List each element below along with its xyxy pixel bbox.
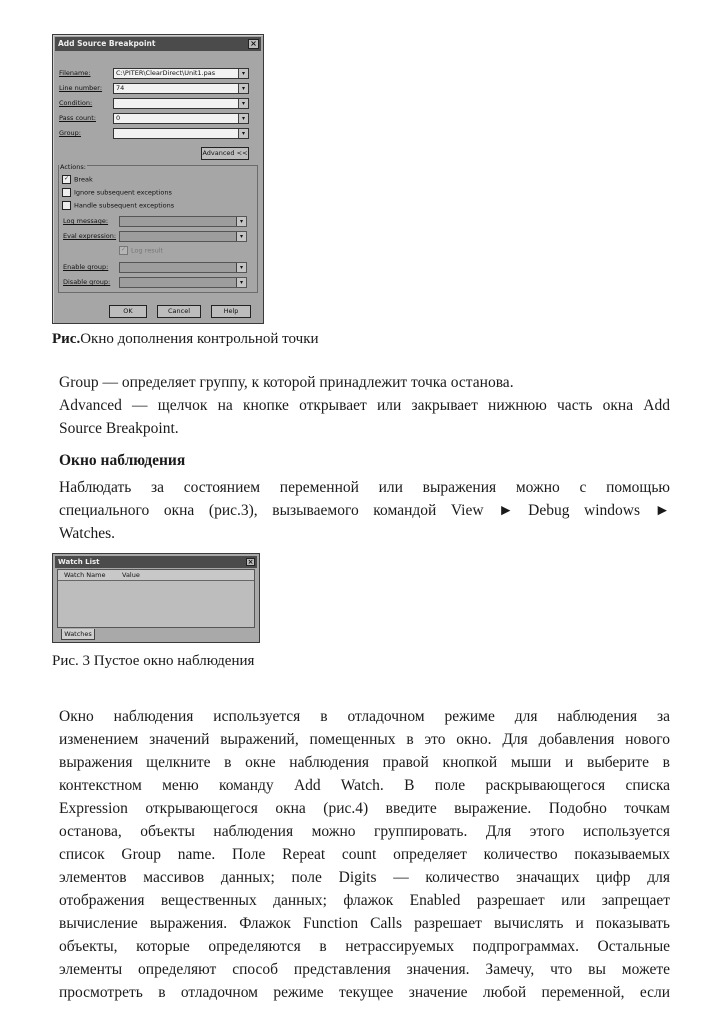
paragraph-line: элементы определяют способ представления значения. Замечу, что вы можете — [59, 961, 670, 978]
break-checkbox[interactable] — [62, 175, 93, 184]
pass-count-input[interactable] — [113, 113, 249, 124]
paragraph-line: элементов массивов данных; поле Digits — количество значащих цифр для — [59, 869, 670, 886]
paragraph-advanced: Advanced — щелчок на кнопке открывает или закрывает нижнюю часть окна Add — [59, 397, 670, 414]
paragraph-watch-intro-1: Наблюдать за состоянием переменной или выражения можно с помощью — [59, 479, 670, 496]
line-number-combo[interactable] — [113, 83, 249, 94]
dialog-title: Add Source Breakpoint — [58, 39, 156, 48]
paragraph-line: список Group name. Поле Repeat count определяет количество показываемых — [59, 846, 670, 863]
line-number-value: 74 — [116, 84, 125, 92]
paragraph-line: Expression открывающегося окна (рис.4) введите выражение. Подобно точкам — [59, 800, 670, 817]
paragraph-line: просмотреть в отладочном режиме текущее значение любой переменной, если — [59, 984, 670, 1001]
actions-label: Actions: — [60, 163, 86, 171]
paragraph-line: выражения щелкните в окне наблюдения правой кнопкой мыши и выберите в — [59, 754, 670, 771]
chevron-down-icon[interactable]: ▾ — [236, 278, 246, 287]
enable-group-label: Enable group: — [63, 263, 109, 271]
section-heading: Окно наблюдения — [59, 452, 186, 469]
break-label: Break — [74, 175, 93, 184]
filename-label: Filename: — [59, 69, 91, 77]
chevron-down-icon[interactable]: ▾ — [238, 84, 248, 93]
add-source-breakpoint-dialog — [52, 34, 264, 324]
condition-combo[interactable] — [113, 98, 249, 109]
paragraph-line: изменением значений выражений, помещенных в это окно. Для добавления нового — [59, 731, 670, 748]
figure-caption-3: Рис. 3 Пустое окно наблюдения — [52, 653, 255, 669]
close-icon[interactable]: × — [248, 39, 259, 49]
checkbox-icon[interactable] — [62, 188, 71, 197]
paragraph-line: объекты, которые определяются в нетрассируемых подпрограммах. Остальные — [59, 938, 670, 955]
handle-exceptions-checkbox[interactable] — [62, 201, 174, 210]
filename-combo[interactable] — [113, 68, 249, 79]
eval-expression-combo[interactable] — [119, 231, 247, 242]
checkbox-checked-icon[interactable]: ✓ — [120, 246, 127, 253]
checkbox-icon[interactable] — [62, 201, 71, 210]
ok-button[interactable]: OK — [109, 305, 147, 318]
paragraph-watch-intro-2: специального окна (рис.3), вызываемого командой View ► Debug windows ► — [59, 502, 670, 519]
paragraph-watch-intro-3: Watches. — [59, 525, 115, 542]
paragraph-advanced-end: Source Breakpoint. — [59, 420, 179, 437]
line-number-label: Line number: — [59, 84, 103, 92]
tab-watches[interactable]: Watches — [61, 629, 95, 640]
disable-group-combo[interactable] — [119, 277, 247, 288]
help-button[interactable]: Help — [211, 305, 251, 318]
actions-group — [58, 165, 258, 293]
eval-expression-label: Eval expression: — [63, 232, 117, 240]
column-value[interactable]: Value — [122, 571, 140, 579]
ignore-exceptions-checkbox[interactable] — [62, 188, 172, 197]
group-combo[interactable] — [113, 128, 249, 139]
paragraph-line: останова, объекты наблюдения можно группировать. Для этого используется — [59, 823, 670, 840]
dialog-titlebar — [55, 37, 261, 51]
close-icon[interactable]: × — [247, 558, 254, 566]
log-result-checkbox[interactable] — [119, 246, 163, 255]
group-label: Group: — [59, 129, 81, 137]
disable-group-label: Disable group: — [63, 278, 111, 286]
watch-titlebar — [55, 556, 257, 568]
pass-count-label: Pass count: — [59, 114, 96, 122]
chevron-down-icon[interactable]: ▾ — [238, 129, 248, 138]
advanced-button[interactable]: Advanced << — [201, 147, 249, 160]
enable-group-combo[interactable] — [119, 262, 247, 273]
handle-exceptions-label: Handle subsequent exceptions — [74, 201, 175, 210]
chevron-down-icon[interactable]: ▾ — [236, 217, 246, 226]
watch-title: Watch List — [58, 558, 100, 566]
watch-columns-header — [58, 570, 254, 581]
chevron-down-icon[interactable]: ▾ — [238, 114, 248, 123]
chevron-down-icon[interactable]: ▾ — [238, 99, 248, 108]
ignore-exceptions-label: Ignore subsequent exceptions — [74, 188, 172, 197]
cancel-button[interactable]: Cancel — [157, 305, 201, 318]
chevron-down-icon[interactable]: ▾ — [238, 69, 248, 78]
paragraph-line: контекстном меню команду Add Watch. В поле раскрывающегося списка — [59, 777, 670, 794]
watch-list-window — [52, 553, 260, 643]
filename-value: C:\PITER\ClearDirect\Unit1.pas — [116, 69, 216, 77]
paragraph-group: Group — определяет группу, к которой принадлежит точка останова. — [59, 374, 514, 391]
pass-count-value: 0 — [116, 114, 121, 122]
paragraph-line: отображения вещественных данных; флажок Enabled разрешает или запрещает — [59, 892, 670, 909]
figure-caption-1 — [52, 328, 319, 351]
condition-label: Condition: — [59, 99, 93, 107]
chevron-down-icon[interactable]: ▾ — [236, 232, 246, 241]
paragraph-line: Окно наблюдения используется в отладочном режиме для наблюдения за — [59, 708, 670, 725]
column-watch-name[interactable]: Watch Name — [64, 571, 106, 579]
caption-prefix: Рис. — [52, 331, 81, 347]
log-message-label: Log message: — [63, 217, 109, 225]
watch-list-body[interactable] — [57, 569, 255, 628]
log-message-combo[interactable] — [119, 216, 247, 227]
paragraph-line: вычисление выражения. Флажок Function Calls разрешает вычислять и показывать — [59, 915, 670, 932]
log-result-label: Log result — [131, 246, 164, 255]
caption-text: Окно дополнения контрольной точки — [80, 331, 319, 347]
chevron-down-icon[interactable]: ▾ — [236, 263, 246, 272]
checkbox-checked-icon[interactable]: ✓ — [63, 175, 70, 182]
